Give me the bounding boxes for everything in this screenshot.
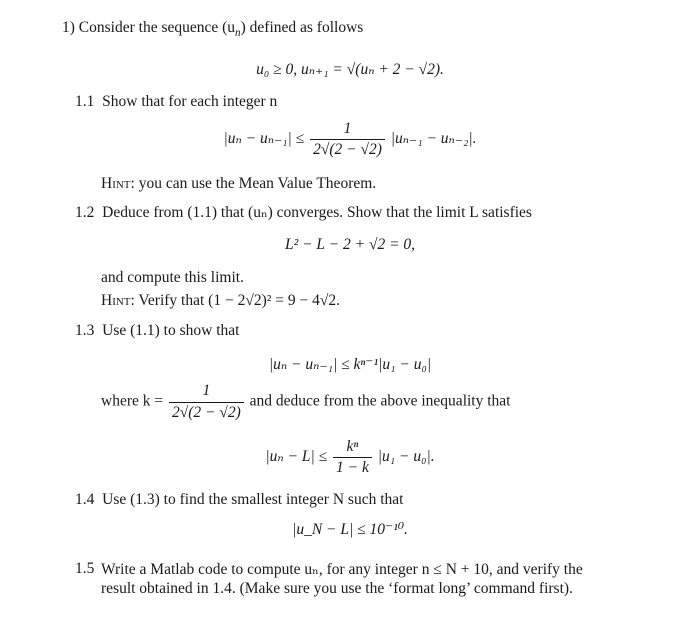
- subscript-n: n: [235, 27, 241, 40]
- hint-1-2: [101, 292, 340, 311]
- fraction-numerator: 1: [310, 120, 385, 140]
- fraction-denominator: 1 − k: [336, 459, 369, 476]
- question-number: 1): [62, 19, 75, 36]
- inequality-1-4: |u_N − L| ≤ 10⁻¹⁰.: [292, 521, 408, 538]
- question-intro-end: ) defined as follows: [240, 19, 364, 36]
- part-label: 1.3: [75, 322, 95, 339]
- where-k-text: where k =: [101, 392, 164, 410]
- part-1-3: [75, 322, 239, 341]
- fraction-numerator: kⁿ: [333, 438, 372, 458]
- fraction-denominator: 2√(2 − √2): [313, 141, 382, 158]
- inequality-right: |u₁ − u₀|.: [377, 448, 435, 466]
- hint-text: : Verify that (1 − 2√2)² = 9 − 4√2.: [130, 292, 340, 309]
- part-1-4: [75, 491, 403, 510]
- part-1-1: [75, 93, 277, 112]
- question-1-intro: [62, 19, 363, 38]
- inequality-left: |uₙ − L| ≤: [265, 448, 328, 466]
- where-k-line: [101, 382, 510, 422]
- inequality-1-3: |uₙ − uₙ₋₁| ≤ kⁿ⁻¹|u₁ − u₀|: [268, 356, 432, 373]
- part-1-5-text: Write a Matlab code to compute uₙ, for any integer n ≤ N + 10, and verify the result obtained in 1.4. (Make sure you use the ‘format long’ command first).: [101, 561, 583, 598]
- inequality-left: |uₙ − uₙ₋₁| ≤: [223, 130, 305, 148]
- part-label: 1.4: [75, 491, 95, 508]
- part-text: Deduce from (1.1) that (uₙ) converges. Show that the limit L satisfies: [102, 204, 532, 221]
- part-1-5-label: 1.5: [75, 560, 95, 577]
- part-text: Use (1.3) to find the smallest integer N such that: [102, 491, 404, 508]
- inequality-right: |uₙ₋₁ − uₙ₋₂|.: [390, 130, 477, 148]
- hint-label: Hint: [101, 292, 131, 309]
- part-label: 1.2: [75, 204, 95, 221]
- fraction: [333, 438, 372, 477]
- sequence-definition: u₀ ≥ 0, uₙ₊₁ = √(uₙ + 2 − √2).: [256, 61, 444, 78]
- question-intro-text: Consider the sequence (u: [78, 19, 236, 36]
- part-1-2: [75, 204, 532, 223]
- hint-text: : you can use the Mean Value Theorem.: [130, 175, 377, 192]
- fraction: [310, 120, 385, 159]
- part-text: Show that for each integer n: [102, 93, 278, 110]
- compute-limit-text: and compute this limit.: [101, 269, 244, 286]
- hint-1-1: [101, 175, 376, 194]
- k-fraction: [169, 382, 244, 422]
- limit-equation: L² − L − 2 + √2 = 0,: [284, 236, 416, 253]
- hint-label: Hint: [101, 175, 131, 192]
- fraction-denominator: 2√(2 − √2): [171, 403, 241, 421]
- part-text: Use (1.1) to show that: [102, 322, 240, 339]
- deduce-text: and deduce from the above inequality that: [249, 392, 511, 410]
- fraction-numerator: 1: [169, 382, 244, 403]
- part-label: 1.1: [75, 93, 95, 110]
- inequality-1-3b: [0, 438, 700, 477]
- inequality-1-1: [0, 120, 700, 159]
